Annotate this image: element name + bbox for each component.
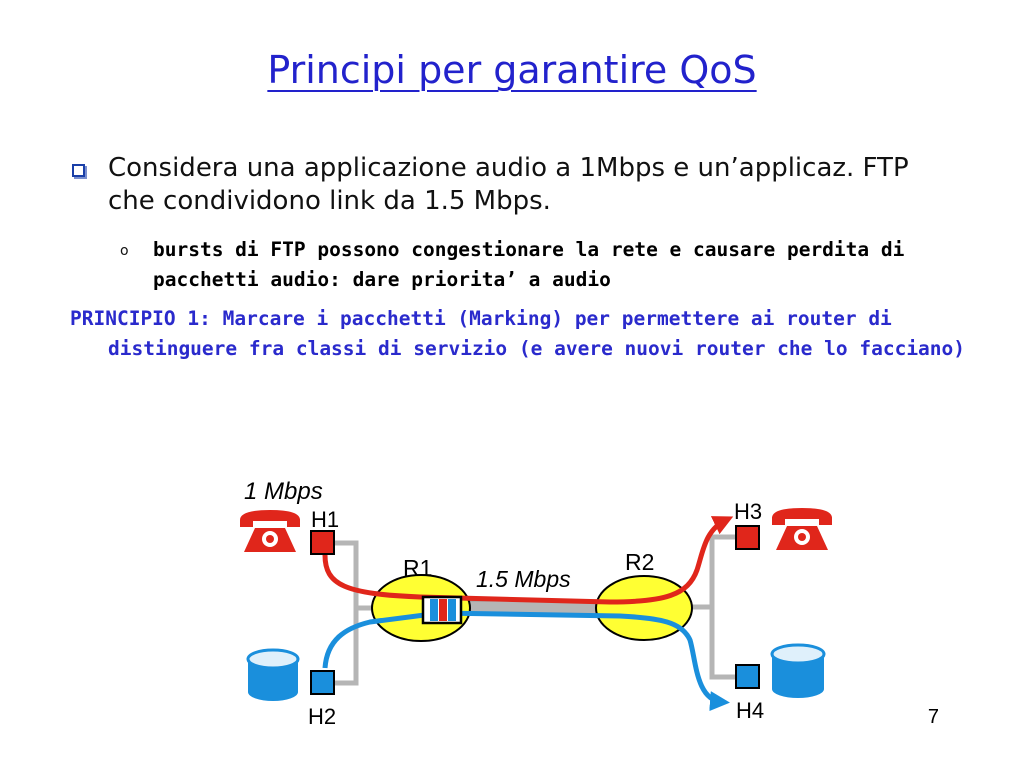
audio-rate-label: 1 Mbps: [244, 478, 323, 505]
host-h4: [736, 665, 759, 688]
database-icon: [772, 645, 824, 698]
host-h3-label: H3: [734, 499, 763, 524]
host-h1-label: H1: [311, 507, 340, 532]
slide-title: Principi per garantire QoS: [267, 48, 757, 92]
page-number: 7: [927, 706, 939, 728]
router-r2-label: R2: [625, 549, 655, 575]
host-h1: [311, 531, 334, 554]
telephone-icon: [240, 510, 300, 552]
principle-text: PRINCIPIO 1: Marcare i pacchetti (Marking) per permettere ai router di distinguere fra classi di servizio (e avere nuovi router che lo facciano): [70, 307, 966, 360]
router-r2: [596, 576, 692, 640]
host-h2: [311, 671, 334, 694]
database-icon: [248, 650, 298, 701]
circle-bullet-icon: o: [120, 243, 129, 259]
link-rate-label: 1.5 Mbps: [476, 566, 571, 592]
bullet-text: Considera una applicazione audio a 1Mbps e un’applicaz. FTP che condividono link da 1.5 Mbps.: [108, 153, 909, 216]
right-access-links: [690, 537, 735, 677]
telephone-icon: [772, 508, 832, 550]
host-h2-label: H2: [308, 704, 337, 729]
host-h3: [736, 526, 759, 549]
host-h4-label: H4: [736, 698, 765, 723]
sub-bullet-text: bursts di FTP possono congestionare la rete e causare perdita di pacchetti audio: dare priorita’ a audio: [153, 238, 905, 291]
output-queue-icon: [423, 597, 461, 623]
router-r1-label: R1: [403, 555, 433, 581]
